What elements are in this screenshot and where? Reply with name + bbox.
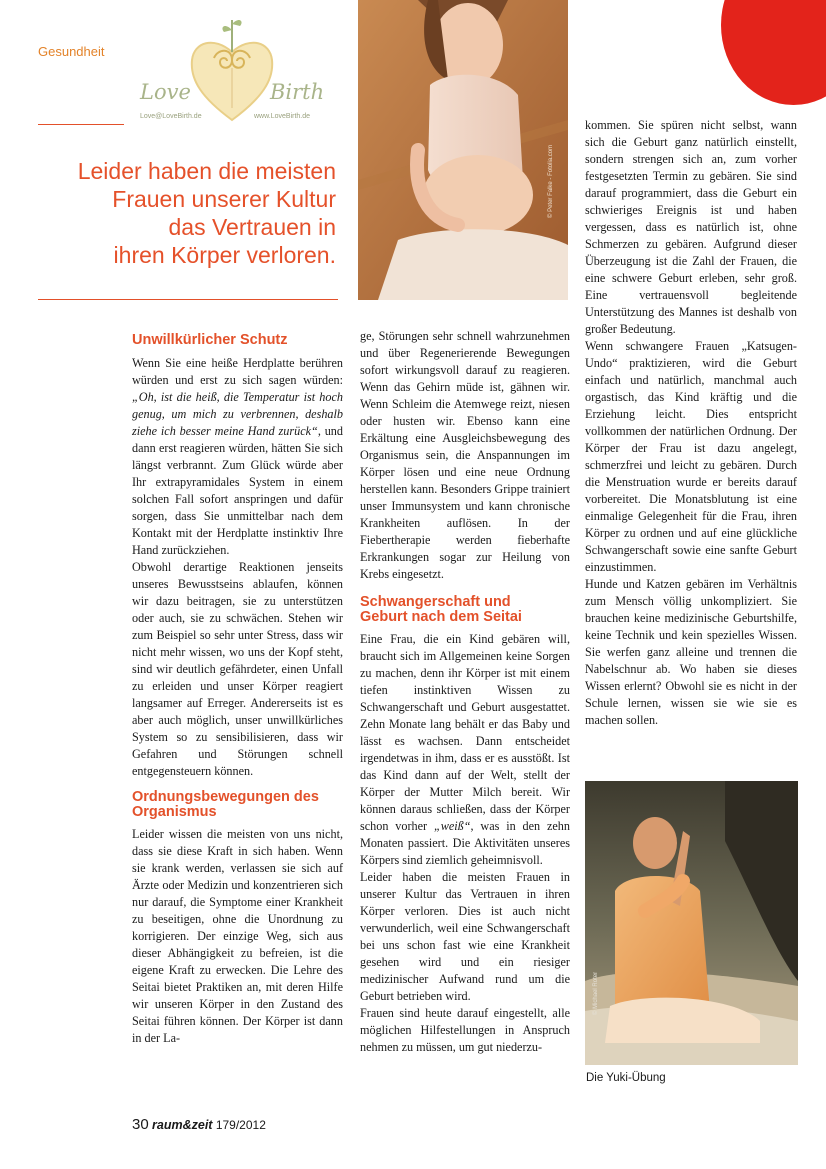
pull-quote: [40, 157, 336, 269]
paragraph: ge, Störungen sehr schnell wahrzunehmen und über Regenerierende Bewegungen sofort wirkungsvoll darauf zu reagieren. Wenn das Gehirn müde ist, gähnen wir. Wenn Schleim die Atemwege reizt, niesen oder husten wir. Ebenso kann eine Erkältung eine Ausgleichsbewegung des Organismus sein, die Anspannungen im Körper lösen und eine neue Ordnung herstellen kann. Besonders Grippe trainiert unser Immunsystem und kann chronische Krankheiten auflösen. In der Fiebertherapie werden fieberhafte Erkrankungen sogar zur Heilung von Krebs eingesetzt.: [360, 329, 570, 581]
paragraph: [360, 631, 570, 869]
italic-quote: „weiß“: [433, 819, 471, 833]
article-column-3: [585, 117, 797, 729]
page-footer: [132, 1116, 266, 1133]
heading-line: Schwangerschaft und: [360, 594, 511, 610]
text-run: Wenn Sie eine heiße Herdplatte berühren würden und erst zu sich sagen würden:: [132, 356, 343, 387]
heading-line: Geburt nach dem Seitai: [360, 609, 522, 625]
pull-quote-line: Leider haben die meisten: [77, 158, 336, 184]
article-column-2: [360, 328, 570, 1056]
pregnant-woman-photo: [358, 0, 568, 300]
text-run: , und dann erst reagieren würden, hätten Sie sich längst verbrannt. Zum Glück würde aber Ihr extrapyramidales System in einem solchen Fall sofort anspringen und dafür sorgen, dass Sie unmittelbar nach dem Kontakt mit der Herdplatte instinktiv Ihre Hand zurückziehen.: [132, 424, 343, 557]
divider-rule: [38, 299, 338, 300]
issue-number: 179/2012: [215, 1118, 266, 1132]
paragraph: Wenn schwangere Frauen „Katsugen-Undo“ praktizieren, wird die Geburt einfach und natürlich, manchmal auch orgastisch, das Kind kräftig und die Erziehung leicht. Dies entspricht vollkommen der natürlichen Ordnung. Der Körper der Frau ist dazu angelegt, schmerzfrei und leicht zu gebären. Durch die Menstruation wurde er bereits darauf vorbereitet. Die Monatsblutung ist eine einmalige Gelegenheit für die Frau, ihren Körper zu ordnen und auf eine glückliche Schwangerschaft sowie eine sanfte Geburt einzustimmen.: [585, 339, 797, 574]
section-heading: [132, 790, 343, 820]
paragraph: Obwohl derartige Reaktionen jenseits unseres Bewusstseins ablaufen, können wir dazu beitragen, sie zu unterstützen oder auch, sie zu schwächen. Stehen wir zum Beispiel so sehr unter Stress, dass wir nicht mehr wissen, wo uns der Kopf steht, sind wir deutlich gefährdeter, einen Unfall zu erleiden und unser Körper reagiert langsamer auf Erreger. Andererseits ist es aber auch möglich, unser unwillkürliches System so zu sensibilisieren, dass wir Gefahren und Störungen schnell entgegensteuern können.: [132, 560, 343, 778]
section-heading: Unwillkürlicher Schutz: [132, 332, 288, 348]
section-heading: [360, 595, 570, 625]
photo-credit: © Michael Roter: [593, 971, 599, 1015]
photo-caption: Die Yuki-Übung: [586, 1072, 666, 1084]
paragraph: Hunde und Katzen gebären im Verhältnis zum Mensch völlig unkompliziert. Sie brauchen keine medizinische Geburtshilfe, keine Technik und kein spezielles Wissen. Sie werfen ganz alleine und trennen die Nabelschnur ab. Wo haben sie dieses Wissen erlernt? Obwohl sie es nicht in der Schule lernen, wissen sie wie sie es machen sollen.: [585, 577, 797, 727]
paragraph: kommen. Sie spüren nicht selbst, wann sich die Geburt ganz natürlich einstellt, sondern strengen sich an, zum vorher festgesetzten Termin zu gebären. Sie sind darauf programmiert, dass die Geburt ein schwieriges Ereignis ist und haben vergessen, dass es natürlich ist, ohne Schmerzen zu gebären. Aufgrund dieser Überzeugung ist die Zahl der Frauen, die eine schwere Geburt erleben, sehr groß. Eine vertrauensvoll begleitende Unterstützung des Mannes ist deshalb von großer Bedeutung.: [585, 118, 797, 336]
heading-line: Organismus: [132, 804, 217, 820]
text-run: , was in den zehn Monaten passiert. Die Aktivitäten unseres Körpers sind ziemlich geheimnisvoll.: [360, 819, 570, 867]
page-number: 30: [132, 1116, 149, 1133]
pull-quote-line: ihren Körper verloren.: [113, 242, 336, 268]
pull-quote-line: Frauen unserer Kultur: [112, 186, 336, 212]
logo-email: Love@LoveBirth.de: [140, 113, 202, 120]
photo-credit: © Peter Falke - Fotolia.com: [548, 144, 554, 218]
logo-website: www.LoveBirth.de: [254, 113, 311, 120]
text-run: Eine Frau, die ein Kind gebären will, braucht sich im Allgemeinen keine Sorgen zu machen, denn ihr Körper ist mit einem tiefen instinktiven Wissen zu Schwangerschaft und Geburt ausgestattet. Zehn Monate lang behält er das Baby und lässt es wachsen. Dann entscheidet irgendetwas in ihm, dass er es ausstößt. Ist das Kind dann auf der Welt, stellt der Körper der Mutter Milch bereit. Wir können daraus schließen, dass der Körper schon vorher: [360, 632, 570, 833]
article-column-1: [132, 331, 343, 1047]
love-birth-logo: [132, 8, 332, 128]
magazine-name: raum&zeit: [152, 1118, 213, 1132]
paragraph: Leider haben die meisten Frauen in unserer Kultur das Vertrauen in ihren Körper verloren. Dies ist auch nicht verwunderlich, weil eine Schwangerschaft bei uns schon fast wie eine Krankheit gesehen wird und ein riesiger medizinischer Aufwand rund um die Geburt betrieben wird.: [360, 870, 570, 1003]
paragraph: Leider wissen die meisten von uns nicht, dass sie diese Kraft in sich haben. Wenn sie krank werden, verlassen sie sich auf Ärzte oder Medizin und konzentrieren sich nur darauf, die Symptome einer Krankheit zu beseitigen, ohne die Unordnung zu korrigieren. Der einzige Weg, sich aus dieser Abhängigkeit zu befreien, ist die eigene Kraft zu erwecken. Die Lehre des Seitai bietet Praktiken an, mit deren Hilfe wir unseren Körper in den Zustand des Seitai führen können. Der Körper ist dann in der La-: [132, 827, 343, 1045]
yuki-exercise-photo: [585, 781, 798, 1065]
pull-quote-line: das Vertrauen in: [168, 214, 336, 240]
logo-word-birth: Birth: [270, 80, 325, 104]
divider-rule: [38, 124, 124, 125]
paragraph: Frauen sind heute darauf eingestellt, alle möglichen Hilfestellungen in Anspruch nehmen zu müssen, um gut niederzu-: [360, 1006, 570, 1054]
heading-line: Ordnungsbewegungen des: [132, 789, 319, 805]
logo-word-love: Love: [140, 80, 191, 104]
paragraph: [132, 355, 343, 559]
decorative-red-circle: [721, 0, 826, 105]
italic-quote: „Oh, ist die heiß, die Temperatur ist hoch genug, um mich zu verbrennen, deshalb ziehe ich besser meine Hand zurück“: [132, 390, 343, 438]
section-label: Gesundheit: [38, 44, 105, 59]
